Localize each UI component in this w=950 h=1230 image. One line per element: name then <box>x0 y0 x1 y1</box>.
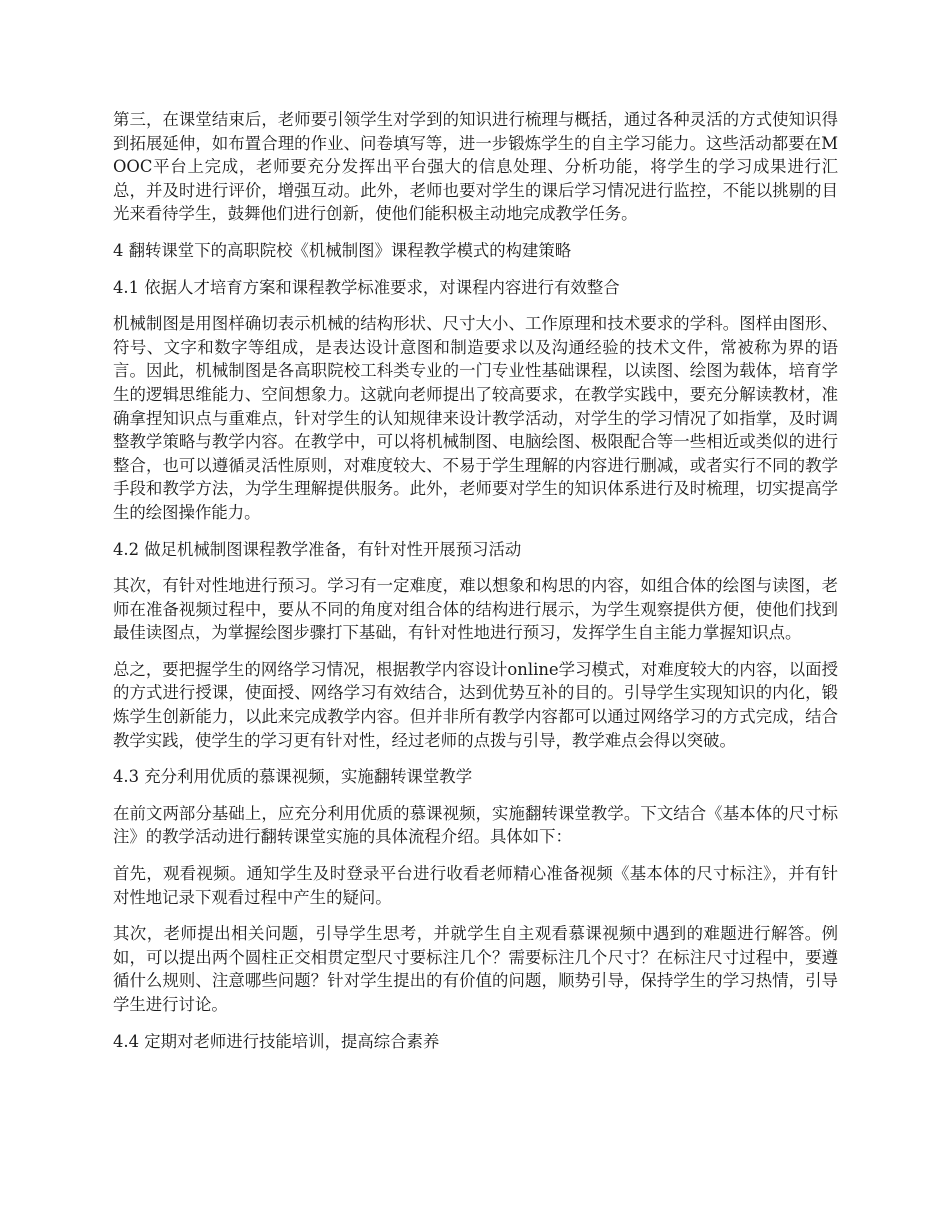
section-heading-4-3: 4.3 充分利用优质的慕课视频，实施翻转课堂教学 <box>113 767 473 787</box>
paragraph-course-integration: 机械制图是用图样确切表示机械的结构形状、尺寸大小、工作原理和技术要求的学科。图样由图形、符号、文字和数字等组成，是表达设计意图和制造要求以及沟通经验的技术文件，常被称为界的语言。因此，机械制图是各高职院校工科类专业的一门专业性基础课程，以读图、绘图为载体，培育学生的逻辑思维能力、空间想象力。这就向老师提出了较高要求，在教学实践中，要充分解读教材，准确拿捏知识点与重难点，针对学生的认知规律来设计教学活动，对学生的学习情况了如指掌，及时调整教学策略与教学内容。在教学中，可以将机械制图、电脑绘图、极限配合等一些相近或类似的进行整合，也可以遵循灵活性原则，对难度较大、不易于学生理解的内容进行删减，或者实行不同的教学手段和教学方法，为学生理解提供服务。此外，老师要对学生的知识体系进行及时梳理，切实提高学生的绘图操作能力。 <box>113 314 838 522</box>
section-heading-4-1: 4.1 依据人才培育方案和课程教学标准要求，对课程内容进行有效整合 <box>113 277 620 297</box>
paragraph-after-class-review: 第三，在课堂结束后，老师要引领学生对学到的知识进行梳理与概括，通过各种灵活的方式使知识得到拓展延伸，如布置合理的作业、问卷填写等，进一步锻炼学生的自主学习能力。这些活动都要在MOOC平台上完成，老师要充分发挥出平台强大的信息处理、分析功能，将学生的学习成果进行汇总，并及时进行评价，增强互动。此外，老师也要对学生的课后学习情况进行监控，不能以挑剔的目光来看待学生，鼓舞他们进行创新，使他们能积极主动地完成教学任务。 <box>113 110 838 224</box>
section-heading-4-2: 4.2 做足机械制图课程教学准备，有针对性开展预习活动 <box>113 539 522 559</box>
paragraph-mooc-flipped-intro: 在前文两部分基础上，应充分利用优质的慕课视频，实施翻转课堂教学。下文结合《基本体的尺寸标注》的教学活动进行翻转课堂实施的具体流程介绍。具体如下： <box>113 803 838 847</box>
paragraph-teacher-questions: 其次，老师提出相关问题，引导学生思考，并就学生自主观看慕课视频中遇到的难题进行解答。例如，可以提出两个圆柱正交相贯定型尺寸要标注几个？需要标注几个尺寸？在标注尺寸过程中，要遵循什么规则、注意哪些问题？针对学生提出的有价值的问题，顺势引导，保持学生的学习热情，引导学生进行讨论。 <box>113 924 838 1014</box>
paragraph-online-learning-summary: 总之，要把握学生的网络学习情况，根据教学内容设计online学习模式，对难度较大的内容，以面授的方式进行授课，使面授、网络学习有效结合，达到优势互补的目的。引导学生实现知识的内化，锻炼学生创新能力，以此来完成教学内容。但并非所有教学内容都可以通过网络学习的方式完成，结合教学实践，使学生的学习更有针对性，经过老师的点拨与引导，教学难点会得以突破。 <box>113 659 838 750</box>
section-heading-4-4: 4.4 定期对老师进行技能培训，提高综合素养 <box>113 1031 440 1051</box>
paragraph-watch-video: 首先，观看视频。通知学生及时登录平台进行收看老师精心准备视频《基本体的尺寸标注》，并有针对性地记录下观看过程中产生的疑问。 <box>113 864 838 907</box>
section-heading-4: 4 翻转课堂下的高职院校《机械制图》课程教学模式的构建策略 <box>113 240 572 260</box>
paragraph-targeted-preview: 其次，有针对性地进行预习。学习有一定难度，难以想象和构思的内容，如组合体的绘图与读图，老师在准备视频过程中，要从不同的角度对组合体的结构进行展示，为学生观察提供方便，使他们找到最佳读图点，为掌握绘图步骤打下基础，有针对性地进行预习，发挥学生自主能力掌握知识点。 <box>113 576 838 643</box>
